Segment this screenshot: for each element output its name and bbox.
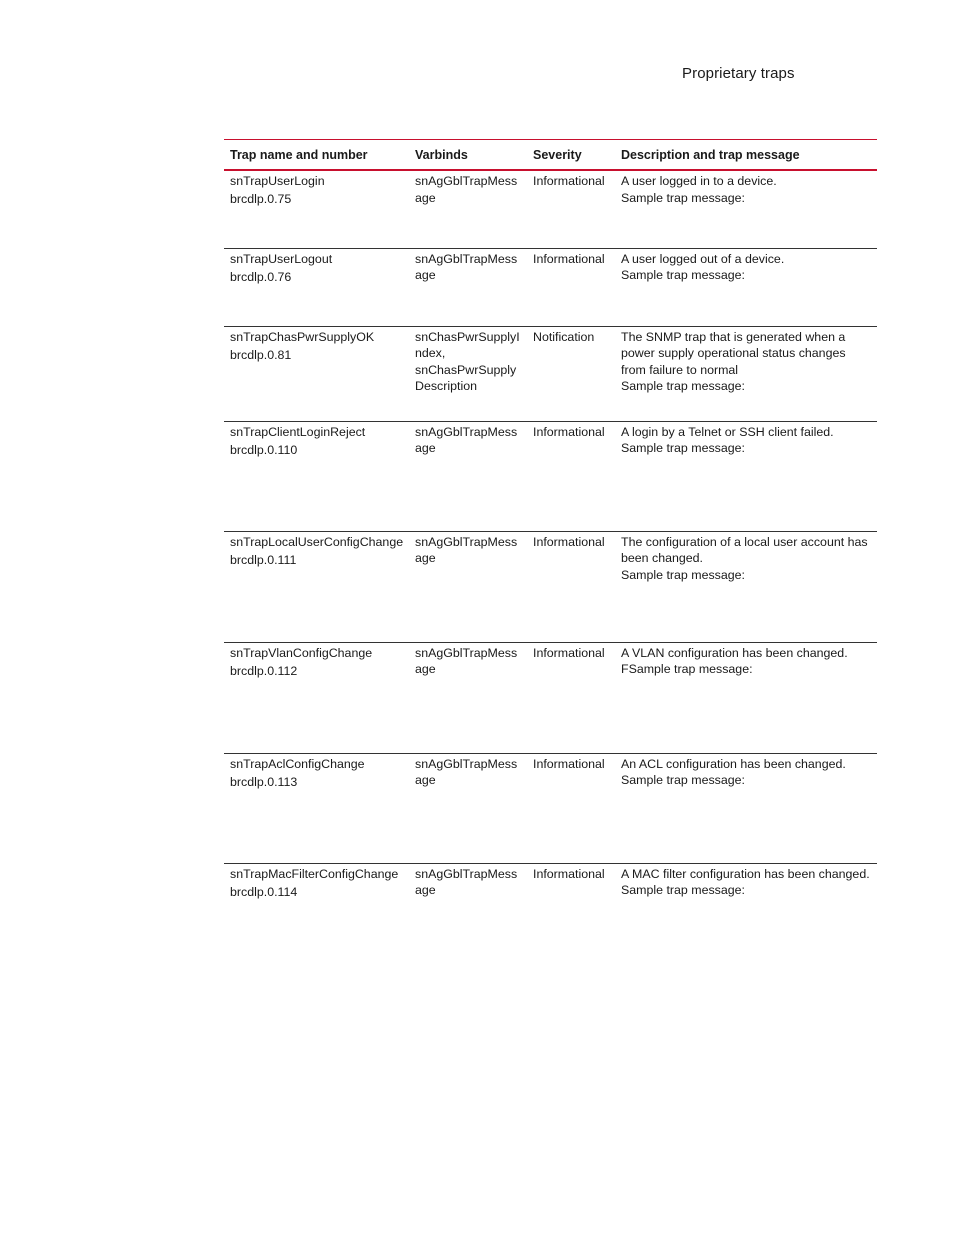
varbinds-cell: snAgGblTrapMessage bbox=[409, 642, 527, 753]
trap-name: snTrapChasPwrSupplyOK bbox=[230, 329, 375, 344]
sample-trap-message-label: FSample trap message: bbox=[621, 662, 753, 676]
column-header-description: Description and trap message bbox=[615, 140, 877, 171]
trap-name-cell bbox=[224, 170, 409, 248]
trap-name: snTrapUserLogout bbox=[230, 251, 333, 266]
running-header: Proprietary traps bbox=[682, 65, 795, 82]
trap-description: The SNMP trap that is generated when a power supply operational status changes from failure to normal bbox=[621, 329, 846, 377]
trap-name: snTrapVlanConfigChange bbox=[230, 645, 373, 660]
sample-trap-message-label: Sample trap message: bbox=[621, 883, 745, 897]
description-cell bbox=[615, 326, 877, 421]
trap-name-cell bbox=[224, 531, 409, 642]
trap-description: A MAC filter configuration has been changed. bbox=[621, 866, 870, 881]
severity-cell: Informational bbox=[527, 170, 615, 248]
table-row bbox=[224, 170, 877, 248]
description-cell bbox=[615, 863, 877, 923]
description-cell bbox=[615, 531, 877, 642]
severity-cell: Informational bbox=[527, 753, 615, 863]
trap-number: brcdlp.0.111 bbox=[230, 552, 297, 567]
column-header-trap-name: Trap name and number bbox=[224, 140, 409, 171]
column-header-severity: Severity bbox=[527, 140, 615, 171]
trap-number: brcdlp.0.110 bbox=[230, 442, 298, 457]
sample-trap-message-label: Sample trap message: bbox=[621, 268, 745, 282]
sample-trap-message-label: Sample trap message: bbox=[621, 773, 745, 787]
trap-description: The configuration of a local user account has been changed. bbox=[621, 534, 868, 565]
trap-name: snTrapAclConfigChange bbox=[230, 756, 365, 771]
varbinds-cell: snAgGblTrapMessage bbox=[415, 866, 518, 897]
trap-number: brcdlp.0.81 bbox=[230, 347, 292, 362]
table-row bbox=[224, 421, 877, 531]
sample-trap-message-label: Sample trap message: bbox=[621, 190, 745, 205]
trap-description: A VLAN configuration has been changed. bbox=[621, 645, 848, 660]
severity-cell: Notification bbox=[527, 326, 615, 421]
table-row bbox=[224, 863, 877, 923]
table-row bbox=[224, 248, 877, 326]
description-cell bbox=[615, 753, 877, 863]
proprietary-traps-table bbox=[224, 139, 877, 923]
trap-number: brcdlp.0.76 bbox=[230, 269, 292, 284]
trap-number: brcdlp.0.112 bbox=[230, 663, 298, 678]
severity-cell: Informational bbox=[527, 531, 615, 642]
trap-name-cell bbox=[224, 326, 409, 421]
trap-description: An ACL configuration has been changed. bbox=[621, 756, 846, 771]
trap-number: brcdlp.0.114 bbox=[230, 884, 298, 899]
table-row bbox=[224, 531, 877, 642]
varbinds-cell: snAgGblTrapMessage bbox=[409, 248, 527, 326]
trap-number: brcdlp.0.113 bbox=[230, 774, 298, 789]
sample-trap-message-label: Sample trap message: bbox=[621, 379, 745, 393]
table-row bbox=[224, 326, 877, 421]
varbinds-cell: snAgGblTrapMessage bbox=[409, 531, 527, 642]
varbinds-cell: snAgGblTrapMessage bbox=[409, 753, 527, 863]
sample-trap-message-label: Sample trap message: bbox=[621, 441, 745, 455]
varbinds-cell: snAgGblTrapMessage bbox=[409, 170, 527, 248]
trap-description: A login by a Telnet or SSH client failed. bbox=[621, 424, 834, 439]
trap-name-cell bbox=[224, 248, 409, 326]
trap-name-cell bbox=[224, 642, 409, 753]
column-header-varbinds: Varbinds bbox=[409, 140, 527, 171]
varbinds-cell: snChasPwrSupplyIndex, snChasPwrSupplyDescription bbox=[409, 326, 527, 421]
trap-name-cell bbox=[224, 421, 409, 531]
trap-name-cell bbox=[224, 863, 409, 923]
description-cell bbox=[615, 421, 877, 531]
trap-description: A user logged out of a device. bbox=[621, 251, 785, 266]
severity-cell: Informational bbox=[527, 421, 615, 531]
severity-cell: Informational bbox=[533, 866, 605, 881]
table-row bbox=[224, 642, 877, 753]
trap-name: snTrapClientLoginReject bbox=[230, 424, 366, 439]
sample-trap-message-label: Sample trap message: bbox=[621, 567, 745, 582]
trap-name: snTrapLocalUserConfigChange bbox=[230, 534, 404, 549]
trap-number: brcdlp.0.75 bbox=[230, 192, 292, 206]
severity-cell: Informational bbox=[527, 642, 615, 753]
trap-name-cell bbox=[224, 753, 409, 863]
table-header-row bbox=[224, 140, 877, 171]
trap-description: A user logged in to a device. bbox=[621, 174, 777, 188]
table-row bbox=[224, 753, 877, 863]
description-cell bbox=[615, 248, 877, 326]
description-cell bbox=[615, 170, 877, 248]
severity-cell: Informational bbox=[527, 248, 615, 326]
trap-name: snTrapMacFilterConfigChange bbox=[230, 866, 399, 881]
trap-name: snTrapUserLogin bbox=[230, 174, 325, 188]
varbinds-cell: snAgGblTrapMessage bbox=[409, 421, 527, 531]
description-cell bbox=[615, 642, 877, 753]
